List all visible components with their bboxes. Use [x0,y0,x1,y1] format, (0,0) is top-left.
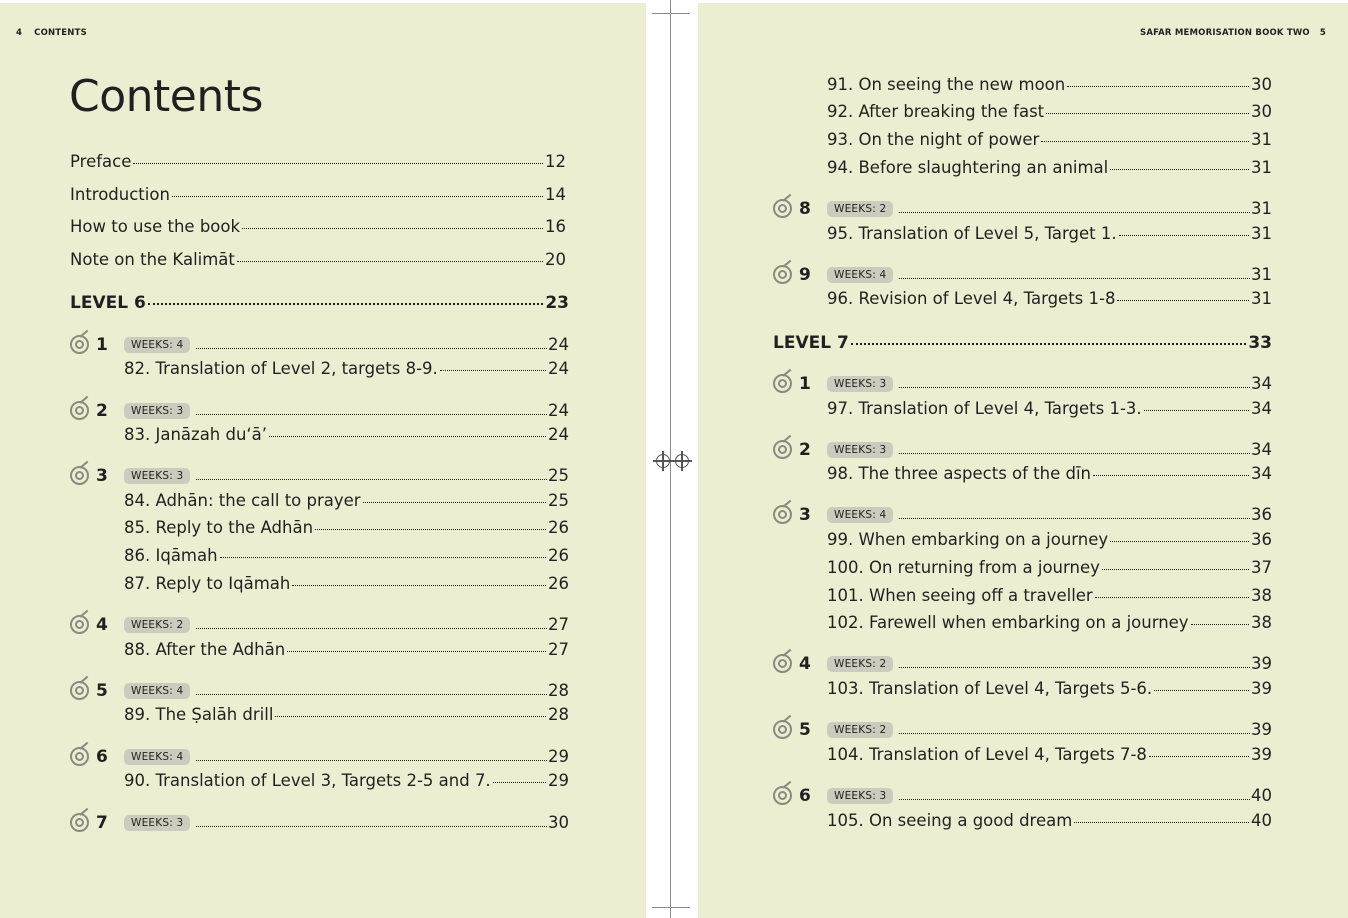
toc-entry[interactable] [827,399,1272,423]
entry-title: Introduction [70,185,170,204]
target-page: 39 [1251,654,1272,673]
entry-page: 36 [1251,530,1272,549]
dot-leader [1144,410,1249,411]
dot-leader [899,733,1250,734]
target-page: 25 [548,466,569,485]
toc-entry[interactable] [827,102,1272,126]
entry-title: 87. Reply to Iqāmah [124,574,291,593]
entry-page: 37 [1251,558,1272,577]
entry-title: 98. The three aspects of the dīn [827,464,1092,483]
dot-leader [493,782,546,783]
weeks-badge: WEEKS: 3 [827,788,893,804]
toc-entry[interactable] [827,289,1272,313]
target-icon [773,720,793,740]
target-page: 36 [1251,505,1272,524]
entry-page: 39 [1251,745,1272,764]
target-icon [70,615,90,635]
target-row[interactable] [70,614,569,636]
dot-leader [899,278,1250,279]
target-icon [773,265,793,285]
toc-entry[interactable] [827,613,1272,637]
target-row[interactable] [70,334,569,356]
entry-page: 27 [548,640,569,659]
dot-leader [269,436,546,437]
dot-leader [1154,690,1249,691]
target-icon [773,440,793,460]
dot-leader [851,343,1247,345]
entry-title: 104. Translation of Level 4, Targets 7-8 [827,745,1147,764]
level-heading[interactable] [70,293,569,317]
entry-page: 20 [545,250,566,269]
entry-title: 90. Translation of Level 3, Targets 2-5 and 7. [124,771,491,790]
entry-page: 31 [1251,289,1272,308]
entry-page: 31 [1251,224,1272,243]
entry-page: 38 [1251,613,1272,632]
toc-entry[interactable] [827,811,1272,835]
dot-leader [275,716,546,717]
target-icon [773,654,793,674]
entry-title: 102. Farewell when embarking on a journey [827,613,1189,632]
target-page: 30 [548,813,569,832]
dot-leader [287,651,546,652]
entry-title: 103. Translation of Level 4, Targets 5-6. [827,679,1153,698]
entry-page: 23 [545,293,569,313]
spine-fold-line [670,0,671,918]
target-page: 40 [1251,786,1272,805]
target-row[interactable] [70,746,569,768]
dot-leader [196,348,547,349]
dot-leader [1149,756,1249,757]
toc-entry[interactable] [124,771,569,795]
registration-mark-icon [675,454,689,468]
entry-title: 100. On returning from a journey [827,558,1100,577]
entry-page: 31 [1251,130,1272,149]
toc-entry[interactable] [124,359,569,383]
entry-title: How to use the book [70,217,241,236]
entry-page: 26 [548,574,569,593]
target-page: 29 [548,747,569,766]
target-number: 5 [96,681,108,701]
target-row[interactable] [773,785,1272,807]
running-header [16,28,87,38]
entry-title: 105. On seeing a good dream [827,811,1073,830]
target-number: 4 [799,654,811,674]
weeks-badge: WEEKS: 3 [124,403,190,419]
target-number: 4 [96,615,108,635]
target-number: 3 [96,466,108,486]
dot-leader [899,518,1250,519]
dot-leader [1191,624,1249,625]
entry-page: 16 [545,217,566,236]
entry-title: 82. Translation of Level 2, targets 8-9. [124,359,438,378]
entry-page: 30 [1251,102,1272,121]
entry-title: LEVEL 6 [70,293,146,313]
target-number: 6 [799,786,811,806]
dot-leader [196,628,547,629]
target-row[interactable] [773,373,1272,395]
dot-leader [1046,113,1249,114]
target-icon [70,681,90,701]
target-icon [773,786,793,806]
dot-leader [133,163,543,164]
target-row[interactable] [70,465,569,487]
dot-leader [1119,235,1249,236]
toc-entry[interactable] [827,679,1272,703]
dot-leader [1041,141,1249,142]
entry-title: LEVEL 7 [773,333,849,353]
target-row[interactable] [70,400,569,422]
toc-entry[interactable] [124,491,569,515]
target-icon [773,374,793,394]
dot-leader [1067,86,1249,87]
weeks-badge: WEEKS: 3 [827,442,893,458]
entry-page: 34 [1251,464,1272,483]
target-page: 28 [548,681,569,700]
entry-page: 39 [1251,679,1272,698]
entry-page: 34 [1251,399,1272,418]
dot-leader [899,799,1250,800]
entry-title: 89. The Ṣalāh drill [124,705,274,724]
entry-title: 94. Before slaughtering an animal [827,158,1109,177]
target-icon [70,466,90,486]
target-row[interactable] [773,264,1272,286]
dot-leader [1110,169,1249,170]
target-number: 1 [799,374,811,394]
weeks-badge: WEEKS: 2 [827,656,893,672]
dot-leader [1110,541,1249,542]
toc-entry[interactable] [124,425,569,449]
registration-mark-icon [656,454,670,468]
entry-title: 91. On seeing the new moon [827,75,1066,94]
entry-title: 99. When embarking on a journey [827,530,1109,549]
page-number: 5 [1319,28,1326,38]
dot-leader [315,529,546,530]
entry-page: 26 [548,546,569,565]
target-page: 34 [1251,440,1272,459]
toc-entry[interactable] [70,217,566,241]
toc-entry[interactable] [124,574,569,598]
target-row[interactable] [773,719,1272,741]
dot-leader [196,826,547,827]
entry-title: Preface [70,152,132,171]
toc-entry[interactable] [827,75,1272,99]
toc-entry[interactable] [827,745,1272,769]
entry-title: Note on the Kalimāt [70,250,235,269]
toc-entry[interactable] [124,546,569,570]
entry-page: 24 [548,425,569,444]
toc-entry[interactable] [827,158,1272,182]
dot-leader [363,502,546,503]
target-icon [70,401,90,421]
target-row[interactable] [773,439,1272,461]
entry-page: 28 [548,705,569,724]
target-number: 8 [799,199,811,219]
toc-entry[interactable] [827,558,1272,582]
toc-entry[interactable] [124,640,569,664]
entry-title: 88. After the Adhān [124,640,286,659]
target-row[interactable] [773,504,1272,526]
weeks-badge: WEEKS: 4 [124,337,190,353]
dot-leader [292,585,546,586]
dot-leader [172,196,543,197]
weeks-badge: WEEKS: 2 [827,201,893,217]
dot-leader [1093,475,1249,476]
weeks-badge: WEEKS: 4 [124,683,190,699]
running-head-title: SAFAR MEMORISATION BOOK TWO [1140,28,1310,38]
target-icon [70,813,90,833]
page-number: 4 [16,28,23,38]
entry-page: 12 [545,152,566,171]
toc-entry[interactable] [70,185,566,209]
entry-title: 92. After breaking the fast [827,102,1045,121]
target-page: 24 [548,401,569,420]
target-page: 27 [548,615,569,634]
target-icon [70,747,90,767]
entry-title: 83. Janāzah du‘ā’ [124,425,268,444]
entry-title: 96. Revision of Level 4, Targets 1-8 [827,289,1116,308]
dot-leader [237,261,543,262]
right-page [698,3,1348,918]
entry-page: 30 [1251,75,1272,94]
crop-mark [652,907,690,908]
page-title: Contents [69,71,263,122]
entry-title: 86. Iqāmah [124,546,218,565]
target-number: 9 [799,265,811,285]
target-row[interactable] [70,680,569,702]
target-icon [773,505,793,525]
toc-entry[interactable] [70,250,566,274]
weeks-badge: WEEKS: 3 [827,376,893,392]
dot-leader [242,228,543,229]
running-header [1140,28,1326,38]
target-row[interactable] [70,812,569,834]
target-row[interactable] [773,653,1272,675]
dot-leader [440,370,546,371]
entry-page: 14 [545,185,566,204]
entry-page: 31 [1251,158,1272,177]
toc-entry[interactable] [70,152,566,176]
weeks-badge: WEEKS: 2 [827,722,893,738]
target-number: 7 [96,813,108,833]
entry-title: 84. Adhān: the call to prayer [124,491,361,510]
entry-title: 93. On the night of power [827,130,1040,149]
running-head-title: CONTENTS [34,28,87,38]
level-heading[interactable] [773,333,1272,357]
toc-entry[interactable] [827,130,1272,154]
left-page [0,3,646,918]
target-number: 3 [799,505,811,525]
toc-entry[interactable] [827,586,1272,610]
toc-entry[interactable] [124,705,569,729]
dot-leader [196,760,547,761]
weeks-badge: WEEKS: 3 [124,468,190,484]
entry-page: 29 [548,771,569,790]
toc-entry[interactable] [827,464,1272,488]
dot-leader [899,387,1250,388]
weeks-badge: WEEKS: 2 [124,617,190,633]
dot-leader [196,479,547,480]
entry-page: 40 [1251,811,1272,830]
dot-leader [1102,569,1249,570]
target-row[interactable] [773,198,1272,220]
dot-leader [196,414,547,415]
entry-title: 85. Reply to the Adhān [124,518,314,537]
dot-leader [899,453,1250,454]
dot-leader [1117,300,1249,301]
dot-leader [196,694,547,695]
target-number: 2 [799,440,811,460]
target-number: 6 [96,747,108,767]
entry-page: 38 [1251,586,1272,605]
toc-entry[interactable] [124,518,569,542]
target-page: 24 [548,335,569,354]
toc-entry[interactable] [827,530,1272,554]
target-number: 1 [96,335,108,355]
target-page: 39 [1251,720,1272,739]
entry-title: 101. When seeing off a traveller [827,586,1093,605]
target-icon [773,199,793,219]
target-page: 31 [1251,265,1272,284]
dot-leader [899,212,1250,213]
entry-page: 24 [548,359,569,378]
dot-leader [220,557,546,558]
weeks-badge: WEEKS: 4 [827,267,893,283]
target-number: 2 [96,401,108,421]
entry-page: 25 [548,491,569,510]
entry-page: 33 [1248,333,1272,353]
entry-title: 97. Translation of Level 4, Targets 1-3. [827,399,1142,418]
dot-leader [148,303,544,305]
dot-leader [1074,822,1249,823]
entry-page: 26 [548,518,569,537]
entry-title: 95. Translation of Level 5, Target 1. [827,224,1117,243]
target-number: 5 [799,720,811,740]
target-page: 31 [1251,199,1272,218]
weeks-badge: WEEKS: 3 [124,815,190,831]
weeks-badge: WEEKS: 4 [124,749,190,765]
dot-leader [1095,597,1249,598]
weeks-badge: WEEKS: 4 [827,507,893,523]
toc-entry[interactable] [827,224,1272,248]
crop-mark [652,13,690,14]
target-icon [70,335,90,355]
target-page: 34 [1251,374,1272,393]
dot-leader [899,667,1250,668]
